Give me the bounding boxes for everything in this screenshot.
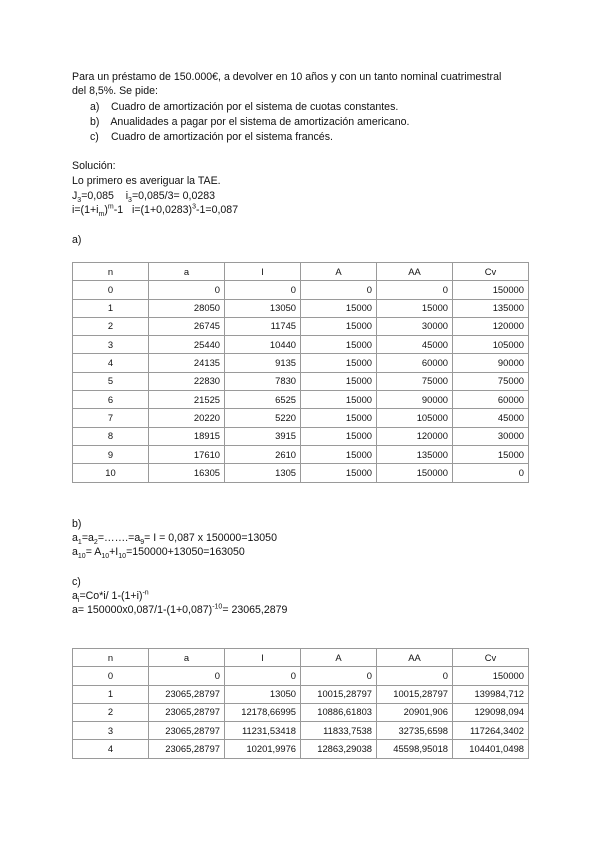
table-cell: 6525	[225, 391, 301, 409]
table-cell: 0	[301, 667, 377, 685]
table-cell: 25440	[149, 336, 225, 354]
table-cell: 60000	[377, 354, 453, 372]
table-cell: 75000	[377, 372, 453, 390]
formula-part: =150000+13050=163050	[126, 546, 245, 558]
column-header: Cv	[453, 649, 529, 667]
section-c-label: c)	[72, 576, 81, 588]
table-cell: 8	[73, 427, 149, 445]
table-cell: 10201,9976	[225, 740, 301, 758]
section-b-label: b)	[72, 518, 82, 530]
table-cell: 45598,95018	[377, 740, 453, 758]
table-cell: 104401,0498	[453, 740, 529, 758]
table-cell: 23065,28797	[149, 703, 225, 721]
table-cell: 0	[225, 281, 301, 299]
formula-part: a= 150000x0,087/1-(1+0,087)	[72, 604, 213, 616]
formula-sup: m	[107, 203, 114, 211]
table-row	[73, 685, 529, 703]
table-cell: 23065,28797	[149, 740, 225, 758]
table-cell: 15000	[301, 336, 377, 354]
table-cell: 5	[73, 372, 149, 390]
table-cell: 5220	[225, 409, 301, 427]
table-row	[73, 445, 529, 463]
table-header-row	[73, 263, 529, 281]
table-cell: 13050	[225, 685, 301, 703]
table-cell: 15000	[301, 391, 377, 409]
table-cell: 7830	[225, 372, 301, 390]
section-a-label: a)	[72, 234, 82, 246]
table-row	[73, 354, 529, 372]
table-cell: 1305	[225, 464, 301, 482]
table-cell: 0	[377, 667, 453, 685]
formula-part: +I	[109, 546, 119, 558]
table-cell: 15000	[377, 299, 453, 317]
statement-line-2: del 8,5%. Se pide:	[72, 85, 158, 97]
table-cell: 11231,53418	[225, 722, 301, 740]
problem-statement	[72, 71, 542, 99]
task-label: b)	[90, 116, 100, 128]
formula-sub: 10	[118, 553, 127, 561]
solution-heading: Solución:	[72, 160, 116, 172]
formula-sub: i	[77, 597, 80, 605]
table-cell: 15000	[301, 299, 377, 317]
table-cell: 15000	[301, 372, 377, 390]
table-cell: 15000	[301, 409, 377, 427]
table-row	[73, 317, 529, 335]
task-text: Anualidades a pagar por el sistema de amortización americano.	[110, 116, 410, 128]
table-cell: 12863,29038	[301, 740, 377, 758]
table-cell: 21525	[149, 391, 225, 409]
j-sub: 3	[77, 197, 82, 205]
table-cell: 0	[377, 281, 453, 299]
i-base: i	[125, 190, 129, 202]
table-cell: 1	[73, 299, 149, 317]
table-row	[73, 427, 529, 445]
table-cell: 26745	[149, 317, 225, 335]
table-header-row	[73, 649, 529, 667]
table-cell: 2	[73, 703, 149, 721]
table-cell: 150000	[377, 464, 453, 482]
table-cell: 23065,28797	[149, 722, 225, 740]
table-cell: 150000	[453, 667, 529, 685]
task-item	[90, 101, 410, 116]
table-cell: 3	[73, 722, 149, 740]
column-header: a	[149, 649, 225, 667]
table-cell: 10886,61803	[301, 703, 377, 721]
table-cell: 0	[225, 667, 301, 685]
formula-part: )	[104, 204, 108, 216]
table-row	[73, 722, 529, 740]
french-formula-line-1	[72, 590, 149, 604]
table-cell: 0	[301, 281, 377, 299]
table-cell: 117264,3402	[453, 722, 529, 740]
table-row	[73, 667, 529, 685]
statement-line-1: Para un préstamo de 150.000€, a devolver en 10 años y con un tanto nominal cuatrimestral	[72, 71, 502, 83]
tae-formula	[72, 204, 238, 218]
formula-part: i=(1+0,0283)	[131, 204, 193, 216]
formula-part: -1	[113, 204, 124, 216]
task-text: Cuadro de amortización por el sistema francés.	[110, 131, 333, 143]
table-cell: 9135	[225, 354, 301, 372]
table-cell: 6	[73, 391, 149, 409]
french-formula-line-2	[72, 604, 287, 618]
table-cell: 3915	[225, 427, 301, 445]
formula-part: =…….=a	[97, 532, 141, 544]
column-header: I	[225, 649, 301, 667]
table-cell: 32735,6598	[377, 722, 453, 740]
table-cell: 75000	[453, 372, 529, 390]
formula-part: -1=0,087	[195, 204, 239, 216]
formula-part: = I = 0,087 x 150000=13050	[144, 532, 277, 544]
american-line-1	[72, 532, 277, 546]
rate-line	[72, 190, 215, 204]
table-cell: 30000	[377, 317, 453, 335]
table-cell: 1	[73, 685, 149, 703]
table-cell: 23065,28797	[149, 685, 225, 703]
table-cell: 18915	[149, 427, 225, 445]
table-cell: 120000	[377, 427, 453, 445]
formula-sub: 10	[77, 553, 86, 561]
j-base: J	[72, 190, 78, 202]
table-row	[73, 299, 529, 317]
table-row	[73, 740, 529, 758]
table-cell: 105000	[377, 409, 453, 427]
task-item	[90, 116, 410, 131]
task-list	[90, 101, 410, 146]
table-cell: 2	[73, 317, 149, 335]
formula-part: a	[72, 546, 78, 558]
table-cell: 11833,7538	[301, 722, 377, 740]
table-cell: 28050	[149, 299, 225, 317]
formula-part: = 23065,2879	[222, 604, 288, 616]
i-sub: 3	[128, 197, 132, 205]
table-cell: 4	[73, 740, 149, 758]
task-label: c)	[90, 131, 99, 143]
column-header: A	[301, 649, 377, 667]
table-cell: 0	[149, 281, 225, 299]
table-cell: 135000	[453, 299, 529, 317]
table-cell: 4	[73, 354, 149, 372]
task-label: a)	[90, 101, 100, 113]
table-cell: 24135	[149, 354, 225, 372]
table-cell: 10015,28797	[377, 685, 453, 703]
formula-sub: 1	[77, 539, 82, 547]
table-row	[73, 281, 529, 299]
formula-part: a	[72, 590, 78, 602]
table-row	[73, 703, 529, 721]
table-cell: 10	[73, 464, 149, 482]
i-value: =0,085/3= 0,0283	[131, 190, 216, 202]
table-cell: 10440	[225, 336, 301, 354]
formula-part: = A	[85, 546, 102, 558]
table-cell: 45000	[377, 336, 453, 354]
table-cell: 16305	[149, 464, 225, 482]
table-cell: 105000	[453, 336, 529, 354]
formula-part: a	[72, 532, 78, 544]
column-header: a	[149, 263, 225, 281]
table-cell: 20220	[149, 409, 225, 427]
table-cell: 22830	[149, 372, 225, 390]
table-cell: 9	[73, 445, 149, 463]
table-cell: 10015,28797	[301, 685, 377, 703]
table-cell: 90000	[377, 391, 453, 409]
table-cell: 60000	[453, 391, 529, 409]
table-row	[73, 336, 529, 354]
table-row	[73, 391, 529, 409]
amortization-table-a	[72, 262, 529, 483]
table-row	[73, 464, 529, 482]
column-header: n	[73, 263, 149, 281]
column-header: Cv	[453, 263, 529, 281]
column-header: AA	[377, 263, 453, 281]
table-cell: 13050	[225, 299, 301, 317]
table-cell: 2610	[225, 445, 301, 463]
formula-part: =Co*i/ 1-(1+i)	[79, 590, 143, 602]
table-cell: 17610	[149, 445, 225, 463]
table-row	[73, 409, 529, 427]
table-cell: 129098,094	[453, 703, 529, 721]
table-cell: 120000	[453, 317, 529, 335]
table-cell: 139984,712	[453, 685, 529, 703]
amortization-table-c	[72, 648, 529, 759]
column-header: A	[301, 263, 377, 281]
formula-sub: 10	[101, 553, 110, 561]
table-cell: 15000	[301, 354, 377, 372]
american-line-2	[72, 546, 245, 560]
column-header: AA	[377, 649, 453, 667]
table-cell: 0	[73, 281, 149, 299]
table-cell: 135000	[377, 445, 453, 463]
table-cell: 90000	[453, 354, 529, 372]
table-cell: 30000	[453, 427, 529, 445]
j-value: =0,085	[81, 190, 114, 202]
formula-sup: 3	[192, 203, 196, 211]
formula-part: i=(1+i	[72, 204, 99, 216]
column-header: I	[225, 263, 301, 281]
table-cell: 15000	[301, 317, 377, 335]
solution-line-1: Lo primero es averiguar la TAE.	[72, 175, 221, 187]
table-cell: 0	[73, 667, 149, 685]
formula-sub: 2	[93, 539, 98, 547]
table-cell: 20901,906	[377, 703, 453, 721]
column-header: n	[73, 649, 149, 667]
formula-sup: -n	[142, 589, 149, 597]
table-cell: 45000	[453, 409, 529, 427]
task-text: Cuadro de amortización por el sistema de cuotas constantes.	[110, 101, 399, 113]
table-cell: 0	[149, 667, 225, 685]
table-cell: 15000	[453, 445, 529, 463]
table-cell: 150000	[453, 281, 529, 299]
table-cell: 15000	[301, 427, 377, 445]
table-row	[73, 372, 529, 390]
table-cell: 12178,66995	[225, 703, 301, 721]
formula-part: =a	[81, 532, 94, 544]
formula-sub: 9	[140, 539, 145, 547]
formula-sub: m	[98, 211, 105, 219]
table-cell: 15000	[301, 445, 377, 463]
table-cell: 11745	[225, 317, 301, 335]
table-cell: 3	[73, 336, 149, 354]
task-item	[90, 131, 410, 146]
formula-sup: -10	[212, 603, 223, 611]
table-cell: 0	[453, 464, 529, 482]
table-cell: 7	[73, 409, 149, 427]
table-cell: 15000	[301, 464, 377, 482]
